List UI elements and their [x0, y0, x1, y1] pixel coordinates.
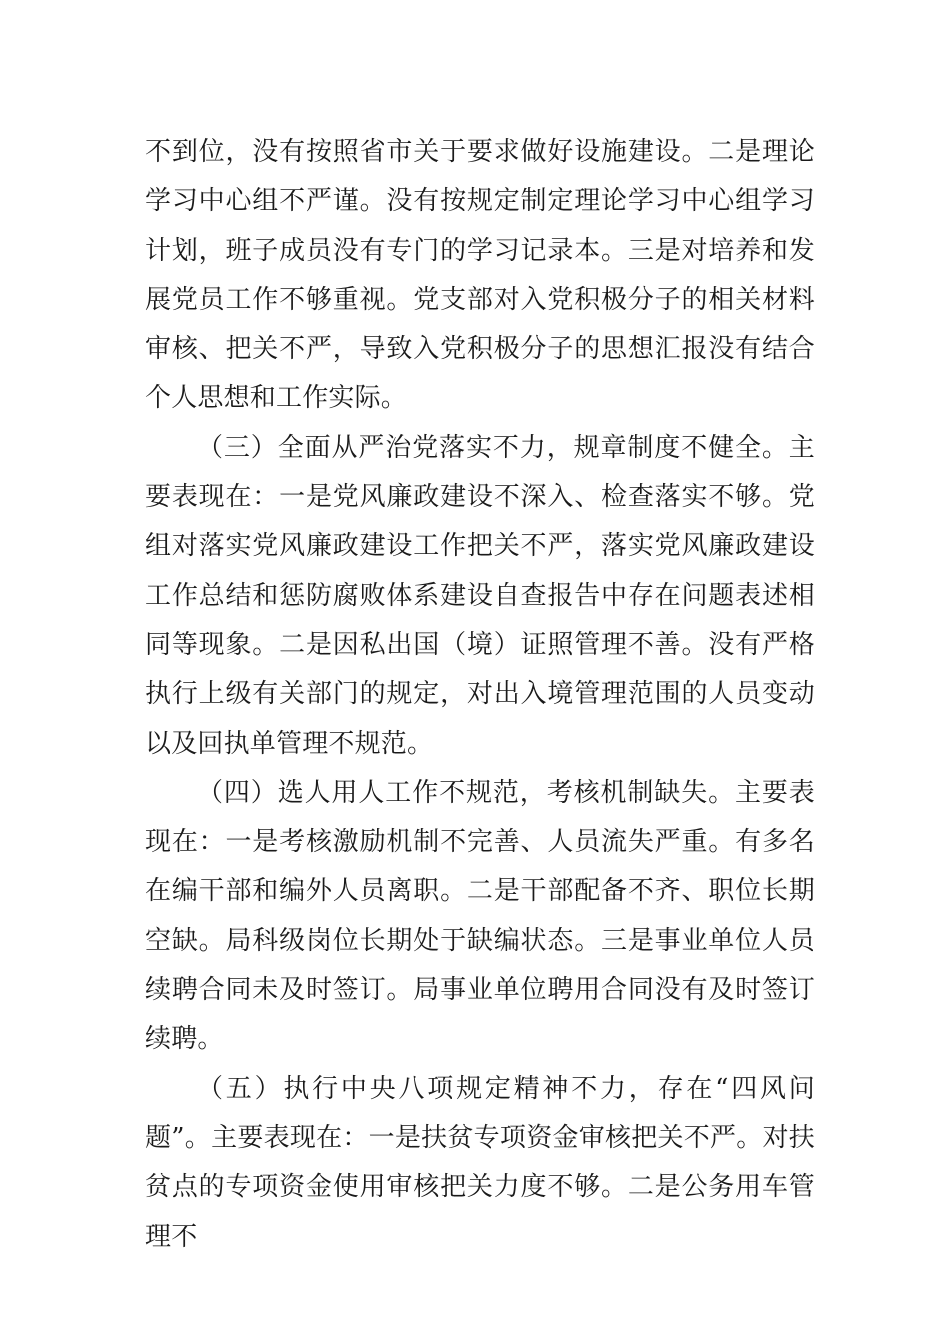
paragraph-section-4: （四）选人用人工作不规范，考核机制缺失。主要表现在：一是考核激励机制不完善、人员流失严重。有多名在编干部和编外人员离职。二是干部配备不齐、职位长期空缺。局科级岗位长期处于缺编状态。三是事业单位人员续聘合同未及时签订。局事业单位聘用合同没有及时签订续聘。: [145, 777, 815, 1055]
document-body: [145, 128, 815, 1262]
paragraph-continuation: 不到位，没有按照省市关于要求做好设施建设。二是理论学习中心组不严谨。没有按规定制定理论学习中心组学习计划，班子成员没有专门的学习记录本。三是对培养和发展党员工作不够重视。党支部对入党积极分子的相关材料审核、把关不严，导致入党积极分子的思想汇报没有结合个人思想和工作实际。: [145, 137, 815, 414]
paragraph-section-3: （三）全面从严治党落实不力，规章制度不健全。主要表现在：一是党风廉政建设不深入、检查落实不够。党组对落实党风廉政建设工作把关不严，落实党风廉政建设工作总结和惩防腐败体系建设自查报告中存在问题表述相同等现象。二是因私出国（境）证照管理不善。没有严格执行上级有关部门的规定，对出入境管理范围的人员变动以及回执单管理不规范。: [145, 432, 815, 759]
paragraph-section-5: （五）执行中央八项规定精神不力，存在“四风问题”。主要表现在：一是扶贫专项资金审核把关不严。对扶贫点的专项资金使用审核把关力度不够。二是公务用车管理不: [145, 1073, 815, 1252]
